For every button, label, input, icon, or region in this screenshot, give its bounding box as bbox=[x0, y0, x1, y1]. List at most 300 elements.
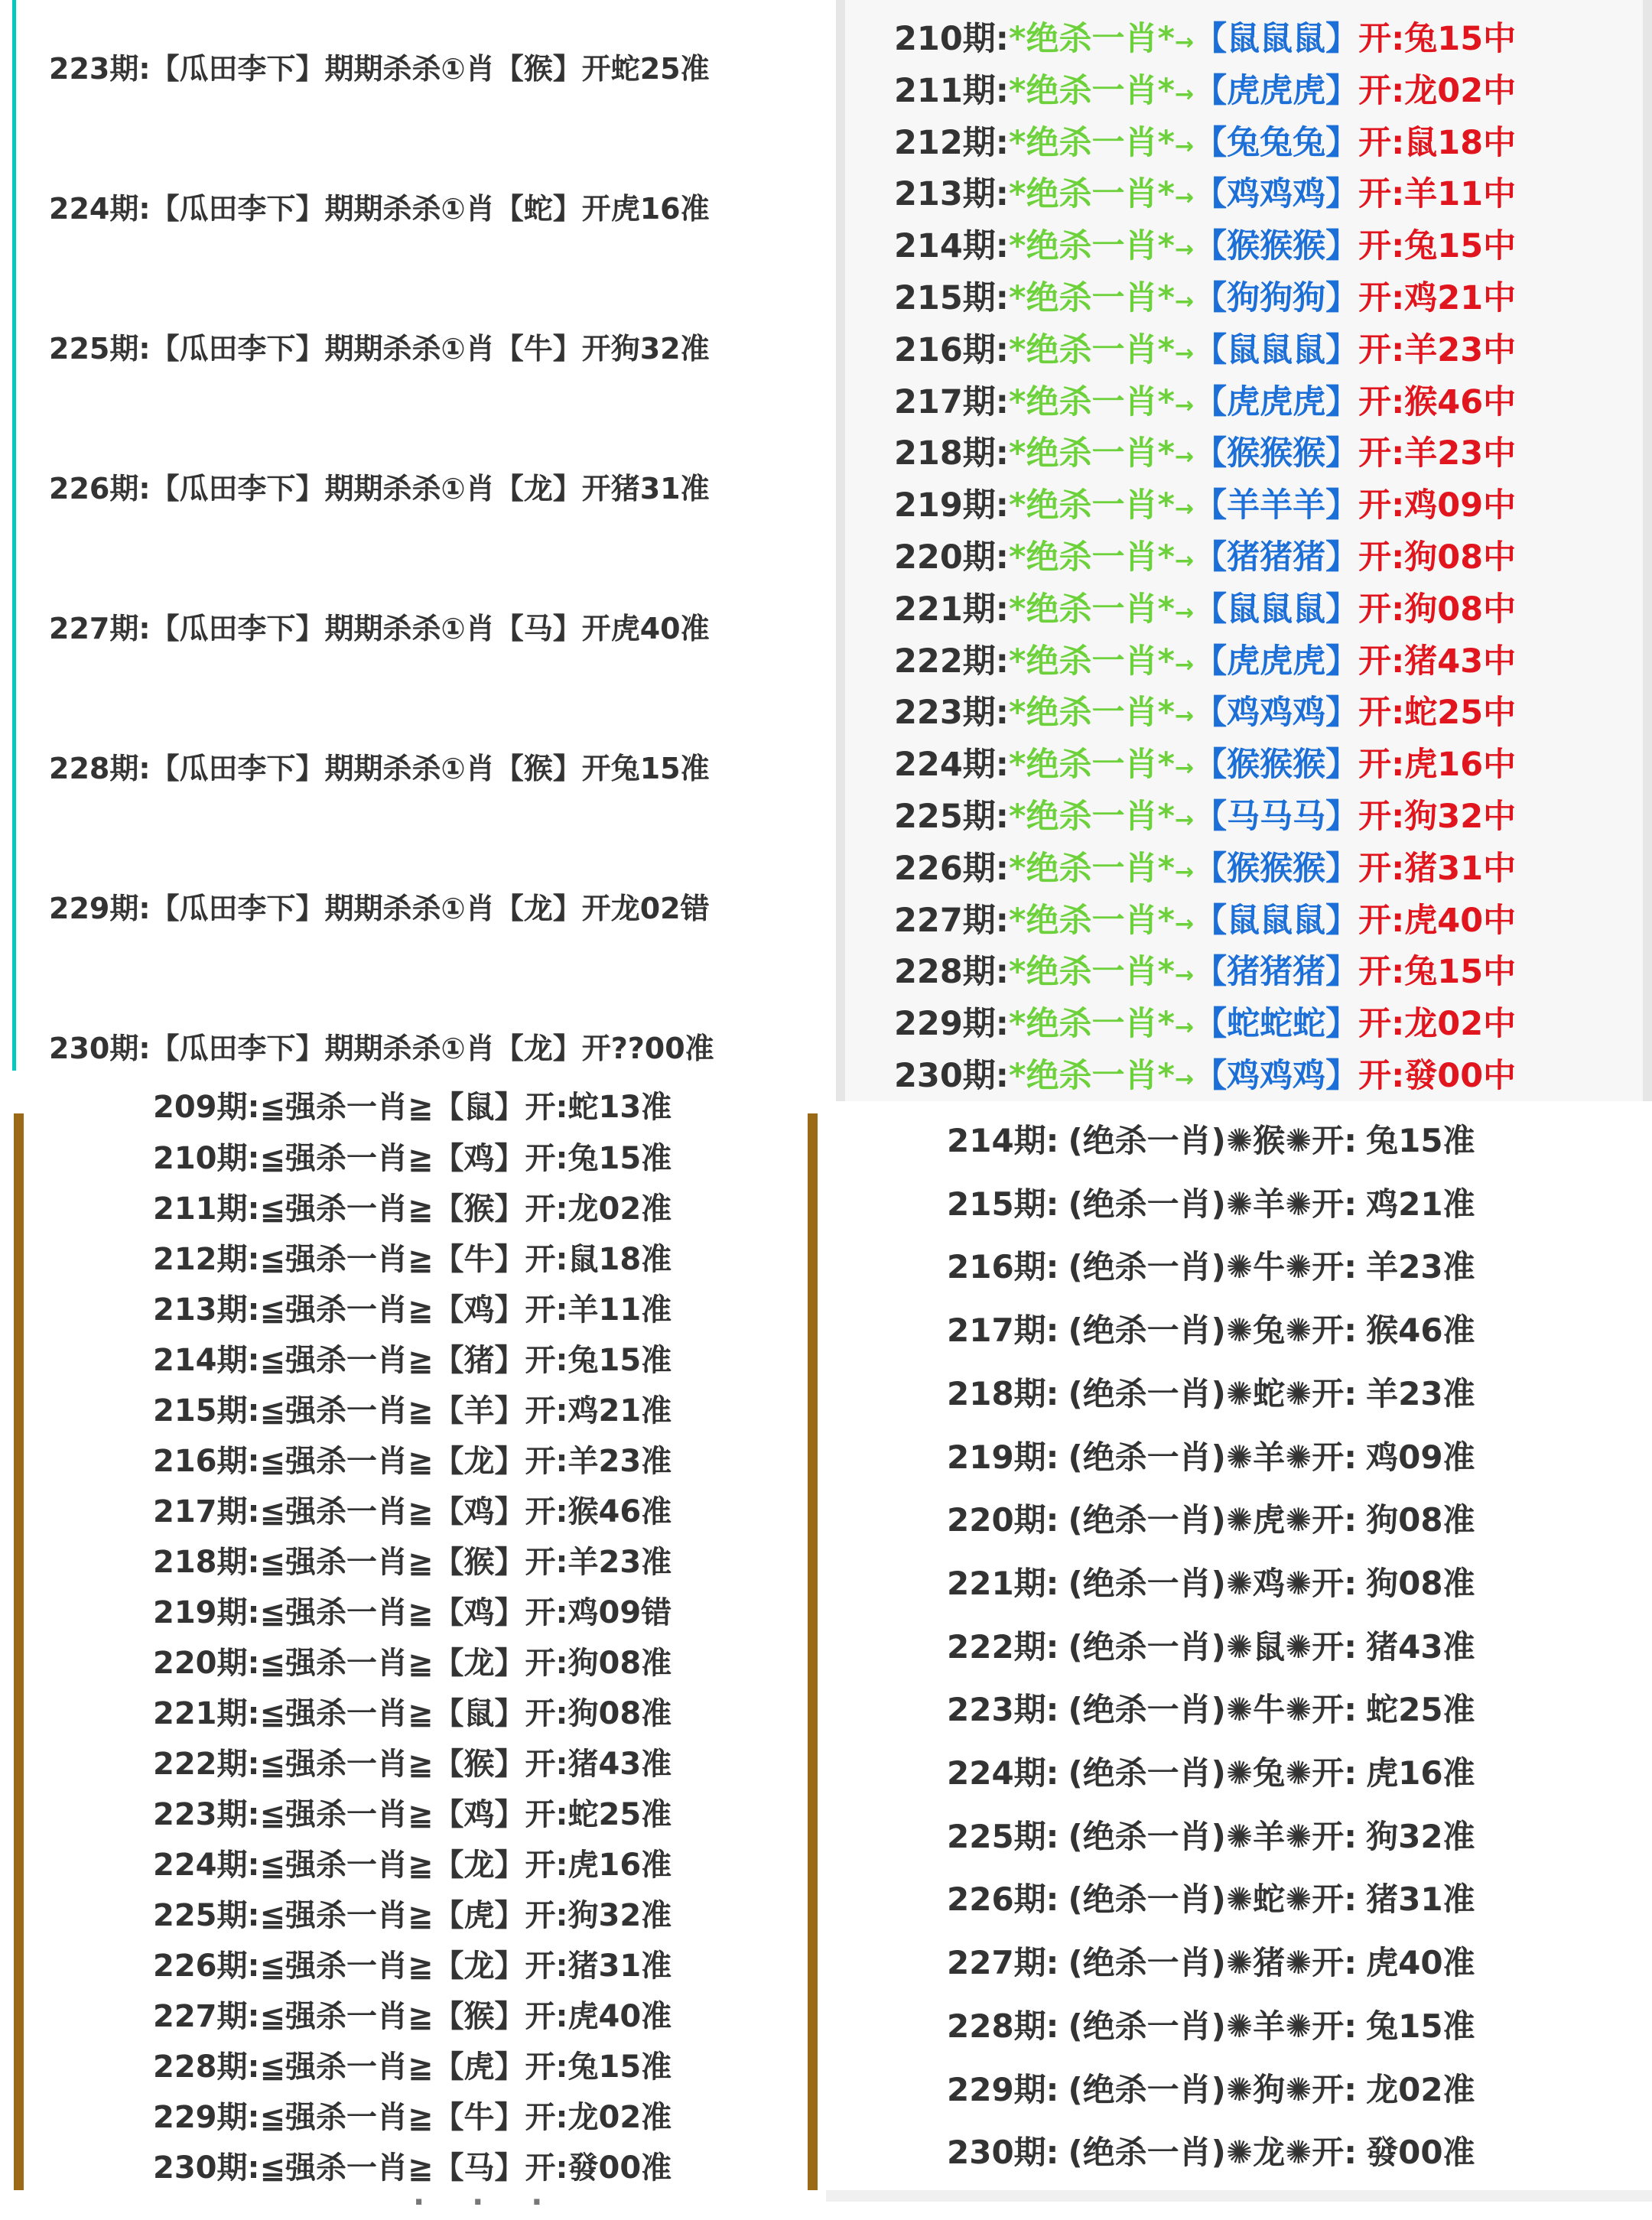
open-result: 开:鼠18中 bbox=[1358, 124, 1517, 162]
zodiac-pick: 【猴猴猴】 bbox=[1194, 850, 1359, 888]
prediction-row bbox=[894, 897, 1516, 944]
panel-qiangshayixiao bbox=[0, 1090, 826, 2220]
prediction-row bbox=[894, 327, 1516, 374]
zodiac-pick: 【猴猴猴】 bbox=[1194, 227, 1359, 265]
open-result: 开:龙02中 bbox=[1358, 1005, 1517, 1043]
prediction-row: 214期:≦强杀一肖≧【猪】开:兔15准 bbox=[153, 1343, 672, 1378]
prediction-row bbox=[894, 741, 1516, 788]
zodiac-pick: 羊 bbox=[1253, 1185, 1286, 1223]
zodiac-pick: 蛇 bbox=[1253, 1375, 1286, 1412]
prediction-row: 226期:【瓜田李下】期期杀杀①肖【龙】开猪31准 bbox=[49, 472, 710, 505]
kill-tag: (绝杀一肖) bbox=[1068, 1185, 1226, 1223]
prediction-row bbox=[947, 1243, 1475, 1292]
open-result: 兔15准 bbox=[1366, 1122, 1475, 1159]
period-label: 223期: bbox=[894, 694, 1009, 732]
open-result: 鸡09准 bbox=[1366, 1438, 1475, 1476]
period-label: 215期: bbox=[894, 279, 1009, 317]
flower-icon: ✺ bbox=[1225, 1880, 1254, 1918]
open-result: 开:鸡09中 bbox=[1358, 486, 1517, 525]
flower-icon: ✺ bbox=[1285, 1248, 1312, 1286]
period-label: 217期: bbox=[947, 1312, 1059, 1349]
period-label: 228期: bbox=[894, 953, 1009, 991]
zodiac-pick: 【鼠鼠鼠】 bbox=[1194, 20, 1359, 58]
open-label: 开: bbox=[1312, 1754, 1358, 1792]
flower-icon: ✺ bbox=[1225, 1312, 1254, 1349]
flower-icon: ✺ bbox=[1285, 1628, 1312, 1666]
open-label: 开: bbox=[1312, 2071, 1358, 2108]
flower-icon: ✺ bbox=[1225, 2007, 1254, 2045]
flower-icon: ✺ bbox=[1285, 2007, 1312, 2045]
open-label: 开: bbox=[1312, 1438, 1358, 1476]
period-label: 228期: bbox=[947, 2007, 1059, 2045]
kill-tag: *绝杀一肖* bbox=[1008, 1005, 1175, 1043]
prediction-row: 228期:【瓜田李下】期期杀杀①肖【猴】开兔15准 bbox=[49, 752, 710, 785]
prediction-row bbox=[894, 948, 1516, 996]
zodiac-pick: 龙 bbox=[1253, 2134, 1286, 2171]
zodiac-pick: 【狗狗狗】 bbox=[1194, 279, 1359, 317]
flower-icon: ✺ bbox=[1285, 1185, 1312, 1223]
prediction-row: 211期:≦强杀一肖≧【猴】开:龙02准 bbox=[153, 1191, 672, 1227]
open-result: 狗08准 bbox=[1366, 1565, 1475, 1602]
period-label: 227期: bbox=[894, 902, 1009, 940]
prediction-row: 210期:≦强杀一肖≧【鸡】开:兔15准 bbox=[153, 1141, 672, 1176]
arrow-icon: → bbox=[1174, 133, 1195, 160]
prediction-row bbox=[894, 430, 1516, 477]
zodiac-pick: 牛 bbox=[1253, 1691, 1286, 1728]
kill-tag: (绝杀一肖) bbox=[1068, 1944, 1226, 1981]
open-result: 开:龙02中 bbox=[1358, 72, 1517, 110]
period-label: 221期: bbox=[947, 1565, 1059, 1602]
kill-tag: *绝杀一肖* bbox=[1008, 331, 1175, 369]
open-label: 开: bbox=[1312, 1185, 1358, 1223]
open-label: 开: bbox=[1312, 1122, 1358, 1159]
prediction-row bbox=[947, 1496, 1475, 1545]
kill-tag: (绝杀一肖) bbox=[1068, 1880, 1226, 1918]
open-result: 兔15准 bbox=[1366, 2007, 1475, 2045]
kill-tag: (绝杀一肖) bbox=[1068, 2071, 1226, 2108]
open-result: 龙02准 bbox=[1366, 2071, 1475, 2108]
arrow-icon: → bbox=[1174, 184, 1195, 211]
prediction-row: 219期:≦强杀一肖≧【鸡】开:鸡09错 bbox=[153, 1595, 672, 1630]
open-result: 鸡21准 bbox=[1366, 1185, 1475, 1223]
zodiac-pick: 【猪猪猪】 bbox=[1194, 953, 1359, 991]
arrow-icon: → bbox=[1174, 340, 1195, 367]
prediction-row: 223期:≦强杀一肖≧【鸡】开:蛇25准 bbox=[153, 1797, 672, 1832]
zodiac-pick: 狗 bbox=[1253, 2071, 1286, 2108]
prediction-row: 212期:≦强杀一肖≧【牛】开:鼠18准 bbox=[153, 1242, 672, 1277]
prediction-row bbox=[894, 379, 1516, 426]
zodiac-pick: 【鸡鸡鸡】 bbox=[1194, 1057, 1359, 1095]
open-label: 开: bbox=[1312, 2134, 1358, 2171]
flower-icon: ✺ bbox=[1225, 1818, 1254, 1855]
flower-icon: ✺ bbox=[1225, 1754, 1254, 1792]
kill-tag: *绝杀一肖* bbox=[1008, 20, 1175, 58]
prediction-row bbox=[894, 223, 1516, 270]
open-result: 虎16准 bbox=[1366, 1754, 1475, 1792]
prediction-row bbox=[894, 845, 1516, 892]
kill-tag: (绝杀一肖) bbox=[1068, 1818, 1226, 1855]
partial-row-bottom: · · · bbox=[413, 2185, 561, 2220]
kill-tag: *绝杀一肖* bbox=[1008, 279, 1175, 317]
open-result: 开:虎40中 bbox=[1358, 902, 1517, 940]
kill-tag: *绝杀一肖* bbox=[1008, 798, 1175, 836]
period-label: 220期: bbox=[947, 1501, 1059, 1539]
arrow-icon: → bbox=[1174, 1066, 1195, 1093]
prediction-row bbox=[947, 1370, 1475, 1419]
period-label: 217期: bbox=[894, 383, 1009, 421]
kill-tag: *绝杀一肖* bbox=[1008, 953, 1175, 991]
zodiac-pick: 猴 bbox=[1253, 1122, 1286, 1159]
open-result: 开:猪31中 bbox=[1358, 850, 1517, 888]
prediction-row bbox=[947, 1433, 1475, 1482]
arrow-icon: → bbox=[1174, 807, 1195, 834]
open-label: 开: bbox=[1312, 1691, 1358, 1728]
zodiac-pick: 【虎虎虎】 bbox=[1194, 72, 1359, 110]
period-label: 222期: bbox=[894, 642, 1009, 681]
zodiac-pick: 猪 bbox=[1253, 1944, 1286, 1981]
period-label: 213期: bbox=[894, 175, 1009, 213]
kill-tag: *绝杀一肖* bbox=[1008, 538, 1175, 577]
open-result: 开:虎16中 bbox=[1358, 746, 1517, 784]
arrow-icon: → bbox=[1174, 600, 1195, 626]
open-label: 开: bbox=[1312, 1565, 1358, 1602]
kill-tag: *绝杀一肖* bbox=[1008, 72, 1175, 110]
flower-icon: ✺ bbox=[1225, 1628, 1254, 1666]
zodiac-pick: 羊 bbox=[1253, 2007, 1286, 2045]
open-result: 开:羊23中 bbox=[1358, 434, 1517, 473]
zodiac-pick: 【猪猪猪】 bbox=[1194, 538, 1359, 577]
flower-icon: ✺ bbox=[1285, 1944, 1312, 1981]
open-result: 开:羊11中 bbox=[1358, 175, 1517, 213]
zodiac-pick: 鸡 bbox=[1253, 1565, 1286, 1602]
prediction-row: 220期:≦强杀一肖≧【龙】开:狗08准 bbox=[153, 1646, 672, 1681]
kill-tag: *绝杀一肖* bbox=[1008, 434, 1175, 473]
kill-tag: (绝杀一肖) bbox=[1068, 2007, 1226, 2045]
prediction-row bbox=[894, 15, 1516, 63]
arrow-icon: → bbox=[1174, 1014, 1195, 1041]
period-label: 224期: bbox=[894, 746, 1009, 784]
open-result: 开:兔15中 bbox=[1358, 227, 1517, 265]
open-result: 猴46准 bbox=[1366, 1312, 1475, 1349]
panel-jueshayixiao-plain bbox=[826, 1101, 1652, 2202]
flower-icon: ✺ bbox=[1225, 1565, 1254, 1602]
partial-row-top: 209期:≦强杀一肖≧【鼠】开:蛇13准 bbox=[153, 1090, 672, 1125]
prediction-row bbox=[894, 275, 1516, 322]
period-label: 227期: bbox=[947, 1944, 1059, 1981]
open-result: 开:發00中 bbox=[1358, 1057, 1517, 1095]
prediction-row bbox=[947, 1875, 1475, 1924]
period-label: 219期: bbox=[947, 1438, 1059, 1476]
kill-tag: *绝杀一肖* bbox=[1008, 850, 1175, 888]
kill-tag: *绝杀一肖* bbox=[1008, 694, 1175, 732]
period-label: 225期: bbox=[947, 1818, 1059, 1855]
prediction-row bbox=[947, 1306, 1475, 1355]
kill-tag: (绝杀一肖) bbox=[1068, 1312, 1226, 1349]
kill-tag: (绝杀一肖) bbox=[1068, 1754, 1226, 1792]
open-result: 开:兔15中 bbox=[1358, 20, 1517, 58]
prediction-row: 225期:【瓜田李下】期期杀杀①肖【牛】开狗32准 bbox=[49, 332, 710, 366]
open-label: 开: bbox=[1312, 1944, 1358, 1981]
arrow-icon: → bbox=[1174, 652, 1195, 678]
arrow-icon: → bbox=[1174, 392, 1195, 419]
prediction-row: 226期:≦强杀一肖≧【龙】开:猪31准 bbox=[153, 1949, 672, 1984]
prediction-row bbox=[894, 793, 1516, 840]
prediction-row bbox=[947, 1685, 1475, 1734]
period-label: 219期: bbox=[894, 486, 1009, 525]
prediction-row: 230期:≦强杀一肖≧【马】开:發00准 bbox=[153, 2150, 672, 2186]
flower-icon: ✺ bbox=[1225, 1438, 1254, 1476]
open-result: 开:猴46中 bbox=[1358, 383, 1517, 421]
kill-tag: (绝杀一肖) bbox=[1068, 1248, 1226, 1286]
prediction-row bbox=[894, 638, 1516, 685]
prediction-row bbox=[894, 534, 1516, 581]
flower-icon: ✺ bbox=[1225, 1944, 1254, 1981]
open-result: 开:猪43中 bbox=[1358, 642, 1517, 681]
panel-edge-right bbox=[1643, 0, 1652, 1101]
flower-icon: ✺ bbox=[1285, 1691, 1312, 1728]
flower-icon: ✺ bbox=[1225, 1501, 1254, 1539]
flower-icon: ✺ bbox=[1225, 1248, 1254, 1286]
period-label: 218期: bbox=[947, 1375, 1059, 1412]
open-label: 开: bbox=[1312, 1312, 1358, 1349]
flower-icon: ✺ bbox=[1285, 1438, 1312, 1476]
zodiac-pick: 【蛇蛇蛇】 bbox=[1194, 1005, 1359, 1043]
flower-icon: ✺ bbox=[1285, 2134, 1312, 2171]
period-label: 218期: bbox=[894, 434, 1009, 473]
open-result: 猪43准 bbox=[1366, 1628, 1475, 1666]
kill-tag: (绝杀一肖) bbox=[1068, 1691, 1226, 1728]
arrow-icon: → bbox=[1174, 703, 1195, 730]
prediction-row: 217期:≦强杀一肖≧【鸡】开:猴46准 bbox=[153, 1494, 672, 1529]
prediction-row: 223期:【瓜田李下】期期杀杀①肖【猴】开蛇25准 bbox=[49, 52, 710, 86]
arrow-icon: → bbox=[1174, 496, 1195, 522]
prediction-row bbox=[947, 1559, 1475, 1608]
flower-icon: ✺ bbox=[1285, 1312, 1312, 1349]
kill-tag: *绝杀一肖* bbox=[1008, 175, 1175, 213]
prediction-row: 229期:【瓜田李下】期期杀杀①肖【龙】开龙02错 bbox=[49, 892, 710, 925]
open-result: 开:蛇25中 bbox=[1358, 694, 1517, 732]
kill-tag: (绝杀一肖) bbox=[1068, 1628, 1226, 1666]
arrow-icon: → bbox=[1174, 236, 1195, 263]
arrow-icon: → bbox=[1174, 444, 1195, 470]
arrow-icon: → bbox=[1174, 859, 1195, 886]
accent-bar-right bbox=[808, 1113, 818, 2190]
period-label: 226期: bbox=[947, 1880, 1059, 1918]
prediction-row: 224期:【瓜田李下】期期杀杀①肖【蛇】开虎16准 bbox=[49, 192, 710, 226]
zodiac-pick: 【猴猴猴】 bbox=[1194, 434, 1359, 473]
open-result: 狗08准 bbox=[1366, 1501, 1475, 1539]
kill-tag: *绝杀一肖* bbox=[1008, 383, 1175, 421]
arrow-icon: → bbox=[1174, 548, 1195, 574]
period-label: 229期: bbox=[947, 2071, 1059, 2108]
prediction-row: 225期:≦强杀一肖≧【虎】开:狗32准 bbox=[153, 1898, 672, 1933]
open-result: 狗32准 bbox=[1366, 1818, 1475, 1855]
flower-icon: ✺ bbox=[1285, 1501, 1312, 1539]
period-label: 214期: bbox=[947, 1122, 1059, 1159]
prediction-row bbox=[947, 2002, 1475, 2051]
flower-icon: ✺ bbox=[1225, 1691, 1254, 1728]
period-label: 229期: bbox=[894, 1005, 1009, 1043]
prediction-row: 228期:≦强杀一肖≧【虎】开:兔15准 bbox=[153, 2049, 672, 2085]
prediction-row bbox=[894, 1052, 1516, 1100]
zodiac-pick: 兔 bbox=[1253, 1312, 1286, 1349]
prediction-row: 213期:≦强杀一肖≧【鸡】开:羊11准 bbox=[153, 1292, 672, 1328]
period-label: 210期: bbox=[894, 20, 1009, 58]
open-result: 羊23准 bbox=[1366, 1248, 1475, 1286]
accent-bar bbox=[12, 0, 16, 1071]
period-label: 212期: bbox=[894, 124, 1009, 162]
kill-tag: (绝杀一肖) bbox=[1068, 1438, 1226, 1476]
kill-tag: *绝杀一肖* bbox=[1008, 746, 1175, 784]
period-label: 211期: bbox=[894, 72, 1009, 110]
open-label: 开: bbox=[1312, 1880, 1358, 1918]
period-label: 214期: bbox=[894, 227, 1009, 265]
open-result: 蛇25准 bbox=[1366, 1691, 1475, 1728]
flower-icon: ✺ bbox=[1285, 1122, 1312, 1159]
flower-icon: ✺ bbox=[1285, 2071, 1312, 2108]
open-label: 开: bbox=[1312, 1248, 1358, 1286]
zodiac-pick: 【猴猴猴】 bbox=[1194, 746, 1359, 784]
arrow-icon: → bbox=[1174, 288, 1195, 315]
zodiac-pick: 兔 bbox=[1253, 1754, 1286, 1792]
kill-tag: (绝杀一肖) bbox=[1068, 2134, 1226, 2171]
kill-tag: (绝杀一肖) bbox=[1068, 1565, 1226, 1602]
zodiac-pick: 【马马马】 bbox=[1194, 798, 1359, 836]
open-label: 开: bbox=[1312, 1501, 1358, 1539]
flower-icon: ✺ bbox=[1225, 1185, 1254, 1223]
open-result: 开:羊23中 bbox=[1358, 331, 1517, 369]
prediction-row: 221期:≦强杀一肖≧【鼠】开:狗08准 bbox=[153, 1696, 672, 1731]
arrow-icon: → bbox=[1174, 962, 1195, 989]
arrow-icon: → bbox=[1174, 755, 1195, 782]
period-label: 230期: bbox=[947, 2134, 1059, 2171]
prediction-row: 227期:≦强杀一肖≧【猴】开:虎40准 bbox=[153, 1999, 672, 2034]
prediction-row bbox=[947, 1749, 1475, 1798]
zodiac-pick: 【兔兔兔】 bbox=[1194, 124, 1359, 162]
zodiac-pick: 羊 bbox=[1253, 1438, 1286, 1476]
prediction-row bbox=[947, 1623, 1475, 1672]
kill-tag: *绝杀一肖* bbox=[1008, 486, 1175, 525]
period-label: 221期: bbox=[894, 590, 1009, 629]
open-label: 开: bbox=[1312, 1818, 1358, 1855]
flower-icon: ✺ bbox=[1285, 1754, 1312, 1792]
prediction-row: 216期:≦强杀一肖≧【龙】开:羊23准 bbox=[153, 1444, 672, 1479]
prediction-row bbox=[894, 586, 1516, 633]
prediction-row bbox=[947, 1939, 1475, 1988]
zodiac-pick: 蛇 bbox=[1253, 1880, 1286, 1918]
kill-tag: *绝杀一肖* bbox=[1008, 902, 1175, 940]
zodiac-pick: 牛 bbox=[1253, 1248, 1286, 1286]
kill-tag: (绝杀一肖) bbox=[1068, 1375, 1226, 1412]
kill-tag: *绝杀一肖* bbox=[1008, 1057, 1175, 1095]
zodiac-pick: 虎 bbox=[1253, 1501, 1286, 1539]
prediction-row: 215期:≦强杀一肖≧【羊】开:鸡21准 bbox=[153, 1393, 672, 1429]
zodiac-pick: 【虎虎虎】 bbox=[1194, 383, 1359, 421]
flower-icon: ✺ bbox=[1285, 1818, 1312, 1855]
prediction-row bbox=[894, 1000, 1516, 1048]
open-result: 开:狗08中 bbox=[1358, 538, 1517, 577]
prediction-row bbox=[947, 1117, 1475, 1165]
prediction-row: 229期:≦强杀一肖≧【牛】开:龙02准 bbox=[153, 2100, 672, 2135]
accent-bar-left bbox=[14, 1113, 24, 2190]
period-label: 230期: bbox=[894, 1057, 1009, 1095]
period-label: 216期: bbox=[894, 331, 1009, 369]
flower-icon: ✺ bbox=[1225, 1375, 1254, 1412]
prediction-row: 224期:≦强杀一肖≧【龙】开:虎16准 bbox=[153, 1848, 672, 1883]
prediction-row bbox=[947, 2128, 1475, 2177]
open-result: 开:狗32中 bbox=[1358, 798, 1517, 836]
panel-guatian-lixia bbox=[0, 0, 836, 1071]
arrow-icon: → bbox=[1174, 81, 1195, 108]
period-label: 225期: bbox=[894, 798, 1009, 836]
prediction-row bbox=[894, 171, 1516, 218]
panel-edge-left bbox=[836, 0, 845, 1101]
zodiac-pick: 【鼠鼠鼠】 bbox=[1194, 902, 1359, 940]
prediction-row bbox=[947, 1812, 1475, 1861]
kill-tag: *绝杀一肖* bbox=[1008, 227, 1175, 265]
period-label: 216期: bbox=[947, 1248, 1059, 1286]
prediction-row: 222期:≦强杀一肖≧【猴】开:猪43准 bbox=[153, 1747, 672, 1782]
prediction-row bbox=[894, 119, 1516, 167]
open-label: 开: bbox=[1312, 2007, 1358, 2045]
prediction-row: 227期:【瓜田李下】期期杀杀①肖【马】开虎40准 bbox=[49, 612, 710, 645]
arrow-icon: → bbox=[1174, 29, 1195, 56]
zodiac-pick: 【鸡鸡鸡】 bbox=[1194, 694, 1359, 732]
flower-icon: ✺ bbox=[1225, 2071, 1254, 2108]
kill-tag: (绝杀一肖) bbox=[1068, 1122, 1226, 1159]
open-result: 开:狗08中 bbox=[1358, 590, 1517, 629]
zodiac-pick: 【虎虎虎】 bbox=[1194, 642, 1359, 681]
zodiac-pick: 【鼠鼠鼠】 bbox=[1194, 331, 1359, 369]
open-result: 猪31准 bbox=[1366, 1880, 1475, 1918]
open-result: 开:兔15中 bbox=[1358, 953, 1517, 991]
bottom-strip bbox=[826, 2190, 1652, 2202]
zodiac-pick: 羊 bbox=[1253, 1818, 1286, 1855]
period-label: 224期: bbox=[947, 1754, 1059, 1792]
period-label: 215期: bbox=[947, 1185, 1059, 1223]
zodiac-pick: 【鼠鼠鼠】 bbox=[1194, 590, 1359, 629]
open-result: 开:鸡21中 bbox=[1358, 279, 1517, 317]
kill-tag: *绝杀一肖* bbox=[1008, 590, 1175, 629]
open-result: 發00准 bbox=[1366, 2134, 1475, 2171]
open-label: 开: bbox=[1312, 1375, 1358, 1412]
flower-icon: ✺ bbox=[1285, 1880, 1312, 1918]
kill-tag: *绝杀一肖* bbox=[1008, 124, 1175, 162]
prediction-row: 218期:≦强杀一肖≧【猴】开:羊23准 bbox=[153, 1545, 672, 1580]
arrow-icon: → bbox=[1174, 911, 1195, 938]
zodiac-pick: 【羊羊羊】 bbox=[1194, 486, 1359, 525]
prediction-row: 230期:【瓜田李下】期期杀杀①肖【龙】开??00准 bbox=[49, 1032, 714, 1065]
prediction-row bbox=[947, 1180, 1475, 1229]
period-label: 222期: bbox=[947, 1628, 1059, 1666]
flower-icon: ✺ bbox=[1225, 2134, 1254, 2171]
period-label: 223期: bbox=[947, 1691, 1059, 1728]
open-result: 羊23准 bbox=[1366, 1375, 1475, 1412]
open-result: 虎40准 bbox=[1366, 1944, 1475, 1981]
period-label: 220期: bbox=[894, 538, 1009, 577]
panel-jueshayixiao-colored bbox=[836, 0, 1652, 1101]
flower-icon: ✺ bbox=[1225, 1122, 1254, 1159]
zodiac-pick: 【鸡鸡鸡】 bbox=[1194, 175, 1359, 213]
prediction-row bbox=[894, 67, 1516, 115]
kill-tag: (绝杀一肖) bbox=[1068, 1501, 1226, 1539]
prediction-row bbox=[894, 482, 1516, 529]
flower-icon: ✺ bbox=[1285, 1565, 1312, 1602]
open-label: 开: bbox=[1312, 1628, 1358, 1666]
prediction-row bbox=[947, 2066, 1475, 2114]
kill-tag: *绝杀一肖* bbox=[1008, 642, 1175, 681]
prediction-row bbox=[894, 689, 1516, 736]
